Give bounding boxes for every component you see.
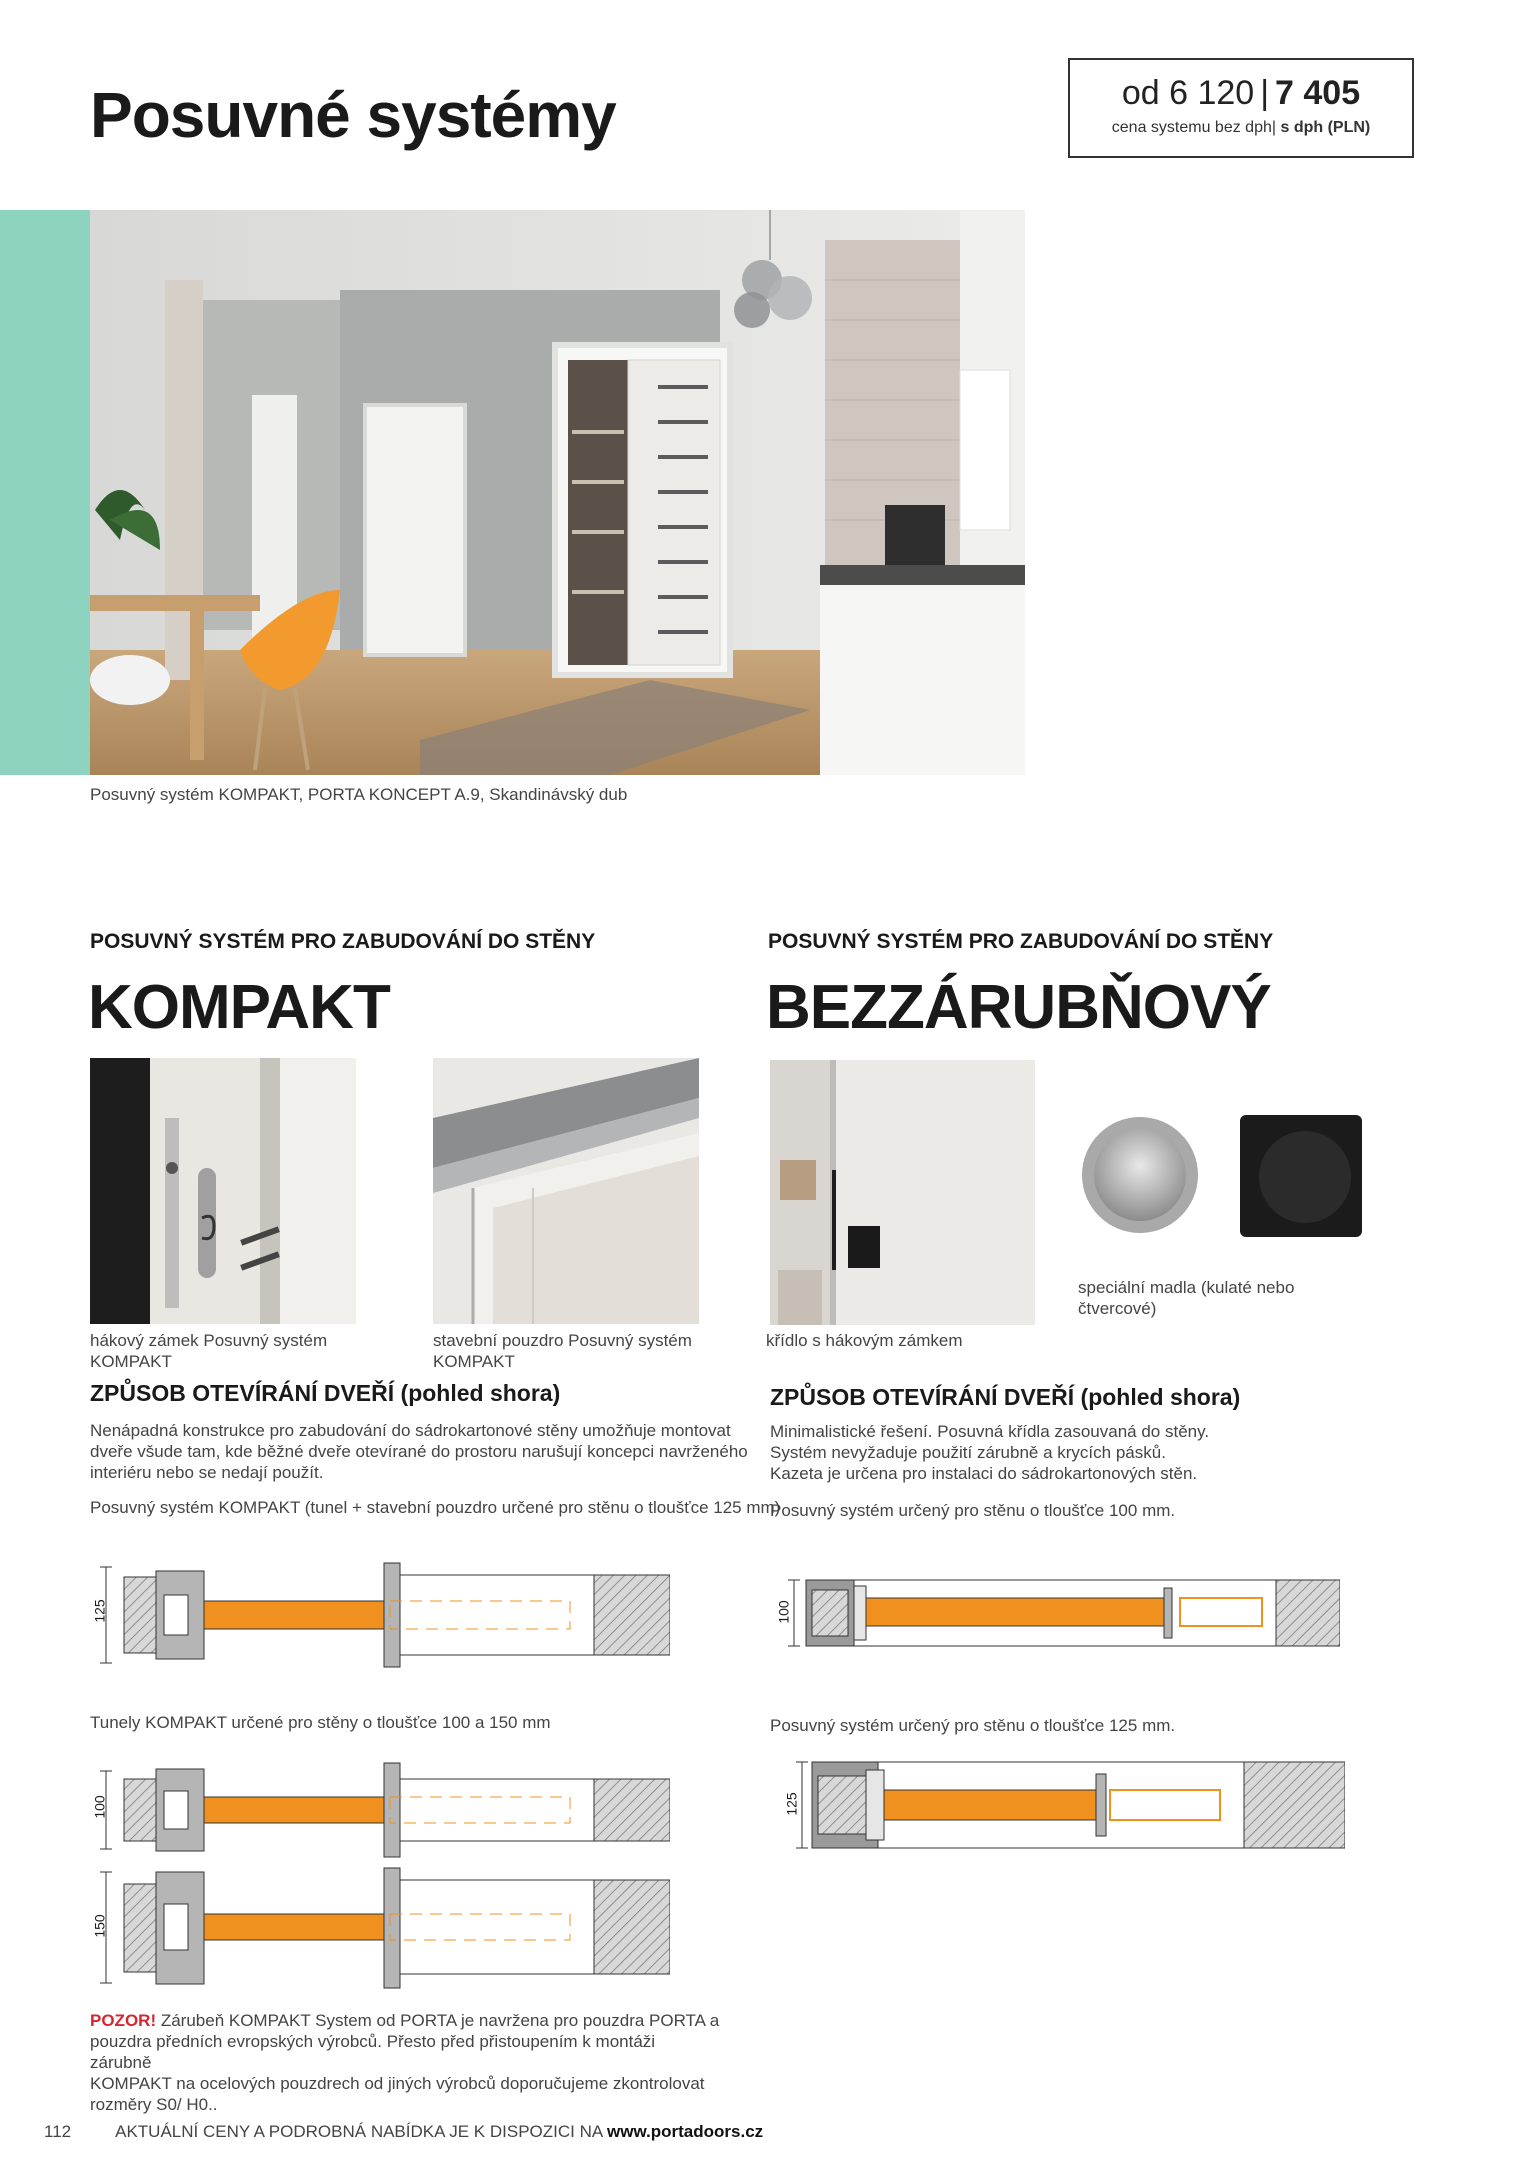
price-gross-label: s dph (PLN)	[1280, 119, 1371, 136]
construction-pocket-caption-line2: KOMPAKT	[433, 1352, 515, 1371]
kompakt-description	[90, 1420, 748, 1483]
construction-pocket-caption-line1: stavební pouzdro Posuvný systém	[433, 1331, 692, 1350]
kompakt-system-note: Posuvný systém KOMPAKT (tunel + stavební pouzdro určené pro stěnu o tloušťce 125 mm)	[90, 1498, 781, 1517]
kompakt-title: KOMPAKT	[88, 973, 390, 1042]
bezzarubnovy-diagram-125	[770, 1750, 1345, 1860]
special-handles-caption-line2: čtvercové)	[1078, 1299, 1157, 1318]
page-title: Posuvné systémy	[90, 79, 616, 151]
kompakt-desc-line2: dveře všude tam, kde běžné dveře otevírané do prostoru narušují koncepci navrženého	[90, 1442, 748, 1461]
warning-label: POZOR!	[90, 2011, 157, 2030]
bezzarubnovy-description	[770, 1421, 1209, 1484]
bezzarubnovy-desc-line2: Systém nevyžaduje použití zárubně a krycích pásků.	[770, 1443, 1166, 1462]
bezzarubnovy-desc-line1: Minimalistické řešení. Posuvná křídla zasouvaná do stěny.	[770, 1422, 1210, 1441]
bezzarubnovy-note-125: Posuvný systém určený pro stěnu o tloušťce 125 mm.	[770, 1716, 1176, 1735]
bezzarubnovy-diagram-100-dim: 100	[775, 1600, 792, 1624]
price-gross: 7 405	[1275, 74, 1361, 112]
kompakt-diagram-150	[90, 1860, 670, 1995]
bezzarubnovy-note-100: Posuvný systém určený pro stěnu o tloušťce 100 mm.	[770, 1501, 1176, 1520]
kompakt-desc-line1: Nenápadná konstrukce pro zabudování do sádrokartonové stěny umožňuje montovat	[90, 1421, 731, 1440]
kompakt-opening-heading: ZPŮSOB OTEVÍRÁNÍ DVEŘÍ (pohled shora)	[90, 1380, 561, 1406]
hero-photo	[90, 210, 1025, 775]
bezzarubnovy-diagram-100	[770, 1568, 1340, 1658]
footer-url-link[interactable]: www.portadoors.cz	[607, 2122, 764, 2141]
kompakt-desc-line3: interiéru nebo se nedají použít.	[90, 1463, 324, 1482]
hook-lock-leaf-photo	[770, 1060, 1035, 1325]
kompakt-diagram-100-dim: 100	[91, 1795, 108, 1819]
price-main	[1070, 74, 1412, 113]
kompakt-tunnels-note: Tunely KOMPAKT určené pro stěny o tloušťce 100 a 150 mm	[90, 1713, 551, 1732]
warning-line4: rozměry S0/ H0..	[90, 2095, 218, 2114]
bezzarubnovy-diagram-125-dim: 125	[783, 1792, 800, 1816]
hook-lock-photo	[90, 1058, 356, 1324]
hook-lock-caption-line1: hákový zámek Posuvný systém	[90, 1331, 328, 1350]
footer-text: AKTUÁLNÍ CENY A PODROBNÁ NABÍDKA JE K DISPOZICI NA	[115, 2122, 607, 2141]
price-box	[1068, 58, 1414, 158]
kompakt-diagram-125	[90, 1555, 670, 1675]
hook-lock-caption-line2: KOMPAKT	[90, 1352, 172, 1371]
footer	[44, 2122, 763, 2142]
special-handles-photo	[1075, 1105, 1375, 1255]
warning-note	[90, 2010, 720, 2115]
kompakt-kicker: POSUVNÝ SYSTÉM PRO ZABUDOVÁNÍ DO STĚNY	[90, 930, 596, 953]
kompakt-diagram-150-dim: 150	[91, 1914, 108, 1938]
special-handles-caption	[1078, 1277, 1294, 1319]
hook-lock-leaf-caption: křídlo s hákovým zámkem	[766, 1331, 963, 1350]
bezzarubnovy-kicker: POSUVNÝ SYSTÉM PRO ZABUDOVÁNÍ DO STĚNY	[768, 930, 1274, 953]
price-separator: |	[1260, 74, 1270, 112]
bezzarubnovy-opening-heading: ZPŮSOB OTEVÍRÁNÍ DVEŘÍ (pohled shora)	[770, 1384, 1241, 1410]
special-handles-caption-line1: speciální madla (kulaté nebo	[1078, 1278, 1295, 1297]
warning-line2: pouzdra předních evropských výrobců. Přesto před přistoupením k montáži zárubně	[90, 2032, 656, 2072]
kompakt-diagram-125-dim: 125	[91, 1599, 108, 1623]
bezzarubnovy-title: BEZZÁRUBŇOVÝ	[766, 973, 1271, 1042]
construction-pocket-photo	[433, 1058, 699, 1324]
price-net-label: cena systemu bez dph|	[1111, 119, 1277, 136]
hook-lock-caption	[90, 1330, 327, 1372]
price-from: od 6 120	[1121, 74, 1255, 112]
teal-accent-bar	[0, 210, 92, 775]
price-sublabel	[1070, 119, 1412, 137]
warning-line1: Zárubeň KOMPAKT System od PORTA je navržena pro pouzdra PORTA a	[156, 2011, 720, 2030]
construction-pocket-caption	[433, 1330, 692, 1372]
warning-line3: KOMPAKT na ocelových pouzdrech od jiných výrobců doporučujeme zkontrolovat	[90, 2074, 705, 2093]
page-number: 112	[44, 2122, 72, 2141]
kompakt-diagram-100	[90, 1755, 670, 1865]
bezzarubnovy-desc-line3: Kazeta je určena pro instalaci do sádrokartonových stěn.	[770, 1464, 1198, 1483]
hero-caption: Posuvný systém KOMPAKT, PORTA KONCEPT A.9, Skandinávský dub	[90, 785, 628, 804]
